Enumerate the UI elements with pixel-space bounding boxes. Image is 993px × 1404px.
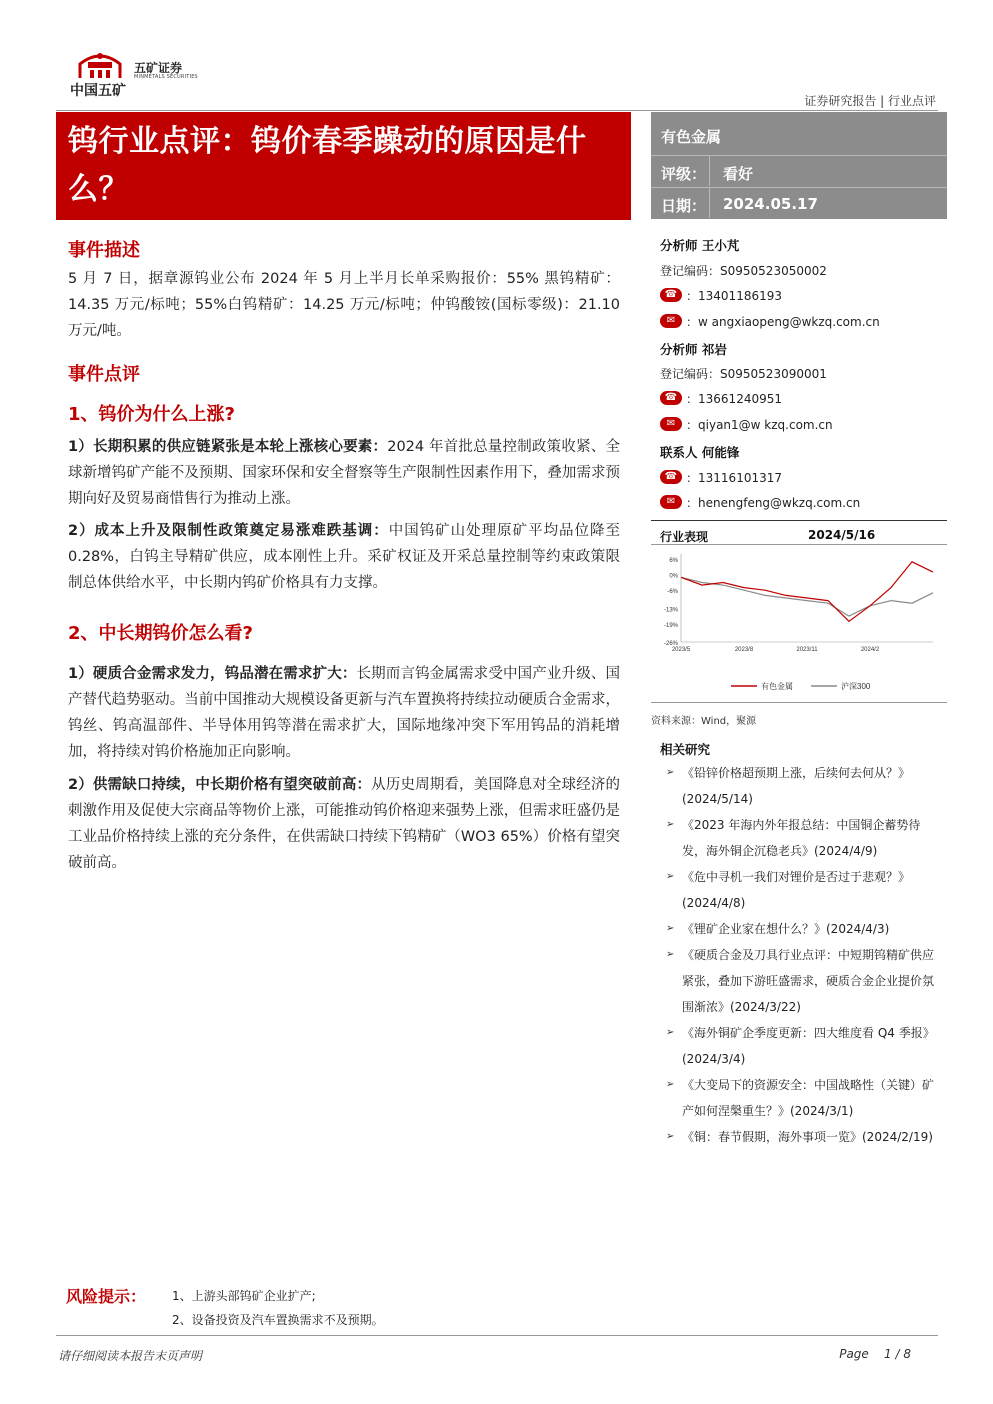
event-section-title: 事件描述 bbox=[68, 240, 140, 261]
related-item[interactable]: ➢ 《危中寻机一我们对锂价是否过于悲观？》(2024/4/8) bbox=[666, 864, 944, 916]
related-item[interactable]: ➢ 《大变局下的资源安全：中国战略性（关键）矿产如何涅槃重生？》(2024/3/1) bbox=[666, 1072, 944, 1124]
chevron-right-icon: ➢ bbox=[666, 819, 675, 830]
legend-label: 有色金属 bbox=[761, 682, 793, 691]
contact-name: 联系人 何能锋 bbox=[660, 445, 740, 460]
analyst-2-name: 分析师 祁岩 bbox=[660, 342, 727, 357]
event-text: 5 月 7 日，据章源钨业公布 2024 年 5 月上半月长单采购报价：55% 黑钨精矿：14.35 万元/标吨；55%白钨精矿：14.25 万元/标吨；仲钨酸铵(国标零级)：21.10 万元/吨。 bbox=[68, 271, 620, 339]
date-value: 2024.05.17 bbox=[723, 195, 818, 213]
risk-title: 风险提示： bbox=[66, 1287, 147, 1306]
paragraph-1-text: 2024 年首批总量控制政策收紧、全球新增钨矿产能不及预期、国家环保和安全督察等生产限制性因素作用下，叠加需求预期向好及贸易商惜售行为推动上涨。 bbox=[68, 439, 620, 507]
page-number: Page 1 / 8 bbox=[839, 1347, 911, 1361]
email-icon: ✉ bbox=[660, 314, 682, 328]
email-icon: ✉ bbox=[660, 495, 682, 509]
related-item[interactable]: ➢ 《2023 年海内外年报总结：中国铜企蓄势待发，海外铜企沉稳老兵》(2024/4/9) bbox=[666, 812, 944, 864]
paragraph-3-lead: 1）硬质合金需求发力，钨品潜在需求扩大： bbox=[68, 666, 357, 682]
related-item[interactable]: ➢ 《铅锌价格超预期上涨，后续何去何从？》(2024/5/14) bbox=[666, 760, 944, 812]
paragraph-2-text: 中国钨矿山处理原矿平均品位降至 0.28%，白钨主导精矿供应，成本刚性上升。采矿权证及开采总量控制等约束政策限制总体供给水平，中长期内钨矿价格具有力支撑。 bbox=[68, 523, 620, 591]
y-tick-label: -6% bbox=[667, 589, 678, 596]
logo-brand: 五矿证券 bbox=[134, 61, 183, 75]
analyst-1-name: 分析师 王小芃 bbox=[660, 238, 740, 253]
chevron-right-icon: ➢ bbox=[666, 767, 675, 778]
paragraph-1-lead: 1）长期积累的供应链紧张是本轮上涨核心要素： bbox=[68, 439, 388, 455]
legend-label: 沪深300 bbox=[841, 682, 871, 691]
chevron-right-icon: ➢ bbox=[666, 871, 675, 882]
contact-email[interactable]: ：henengfeng@wkzq.com.cn bbox=[686, 496, 861, 510]
x-tick-label: 2023/11 bbox=[796, 647, 818, 653]
chart-title: 行业表现 bbox=[660, 530, 709, 544]
paragraph-4 bbox=[68, 772, 620, 876]
footer-divider bbox=[56, 1335, 938, 1336]
question1-title: 1、钨价为什么上涨? bbox=[68, 404, 235, 425]
analyst-1-reg: 登记编码：S0950523050002 bbox=[660, 264, 827, 278]
related-research-title: 相关研究 bbox=[660, 742, 711, 757]
contact-phone: ：13116101317 bbox=[686, 471, 782, 485]
related-item[interactable]: ➢ 《铜：春节假期，海外事项一览》(2024/2/19) bbox=[666, 1124, 944, 1150]
chart-source: 资料来源：Wind，聚源 bbox=[651, 716, 757, 727]
chart-date: 2024/5/16 bbox=[808, 528, 876, 542]
info-box bbox=[651, 112, 947, 219]
y-tick-label: 6% bbox=[669, 558, 678, 565]
risk-item-2: 2、设备投资及汽车置换需求不及预期。 bbox=[172, 1313, 384, 1327]
paragraph-2-lead: 2）成本上升及限制性政策奠定易涨难跌基调： bbox=[68, 523, 389, 539]
y-tick-label: -26% bbox=[663, 641, 678, 647]
analyst-2-email[interactable]: ：qiyan1@w kzq.com.cn bbox=[686, 418, 833, 432]
company-logo bbox=[70, 44, 130, 80]
y-tick-label: 0% bbox=[669, 573, 678, 580]
chevron-right-icon: ➢ bbox=[666, 1131, 675, 1142]
footer-disclaimer: 请仔细阅读本报告末页声明 bbox=[58, 1349, 203, 1363]
x-tick-label: 2023/5 bbox=[671, 647, 691, 653]
series-line bbox=[681, 562, 933, 622]
paragraph-2 bbox=[68, 518, 620, 596]
rating-value: 看好 bbox=[723, 165, 754, 183]
related-research-list bbox=[666, 760, 944, 1150]
phone-icon: ☎ bbox=[660, 391, 682, 405]
risk-item-1: 1、上游头部钨矿企业扩产; bbox=[172, 1289, 316, 1303]
rating-label: 评级： bbox=[661, 165, 707, 183]
chart-bottom-rule bbox=[651, 702, 947, 703]
analyst-2-reg: 登记编码：S0950523090001 bbox=[660, 367, 827, 381]
analyst-2-phone: ：13661240951 bbox=[686, 392, 782, 406]
chart-top-rule bbox=[651, 520, 947, 521]
related-item[interactable]: ➢ 《锂矿企业家在想什么？》(2024/4/3) bbox=[666, 916, 944, 942]
related-item[interactable]: ➢ 《硬质合金及刀具行业点评：中短期钨精矿供应紧张，叠加下游旺盛需求，硬质合金企业提价氛围渐浓》(2024/3/22) bbox=[666, 942, 944, 1020]
email-icon: ✉ bbox=[660, 417, 682, 431]
chevron-right-icon: ➢ bbox=[666, 1079, 675, 1090]
paragraph-3-text: 长期而言钨金属需求受中国产业升级、国产替代趋势驱动。当前中国推动大规模设备更新与汽车置换将持续拉动硬质合金需求，钨丝、钨高温部件、半导体用钨等潜在需求扩大，国际地缘冲突下军用钨品的消耗增加，将持续对钨价格施加正向影响。 bbox=[68, 666, 620, 760]
chart-header-rule bbox=[651, 544, 947, 545]
page-title: 钨行业点评：钨价春季躁动的原因是什么？ bbox=[68, 124, 587, 207]
comment-section-title: 事件点评 bbox=[68, 364, 140, 385]
sector-label: 有色金属 bbox=[661, 128, 722, 146]
paragraph-1 bbox=[68, 434, 620, 512]
y-tick-label: -19% bbox=[663, 622, 678, 629]
y-tick-label: -13% bbox=[663, 607, 678, 614]
chevron-right-icon: ➢ bbox=[666, 949, 675, 960]
phone-icon: ☎ bbox=[660, 470, 682, 484]
chevron-right-icon: ➢ bbox=[666, 923, 675, 934]
x-tick-label: 2024/2 bbox=[860, 647, 880, 653]
paragraph-3 bbox=[68, 661, 620, 765]
question2-title: 2、中长期钨价怎么看? bbox=[68, 623, 253, 644]
logo-text-en: MINMETALS SECURITIES bbox=[134, 74, 198, 80]
breadcrumb: 证券研究报告 | 行业点评 bbox=[804, 94, 936, 108]
paragraph-4-lead: 2）供需缺口持续，中长期价格有望突破前高： bbox=[68, 777, 372, 793]
analyst-1-email[interactable]: ：w angxiaopeng@wkzq.com.cn bbox=[686, 315, 880, 329]
paragraph-4-text: 从历史周期看，美国降息对全球经济的刺激作用及促使大宗商品等物价上涨，可能推动钨价格迎来强势上涨，但需求旺盛仍是工业品价格持续上涨的充分条件，在供需缺口持续下钨精矿（WO3 65%）价格有望突破前高。 bbox=[68, 777, 620, 871]
phone-icon: ☎ bbox=[660, 288, 682, 302]
date-label: 日期： bbox=[661, 197, 707, 215]
x-tick-label: 2023/8 bbox=[734, 647, 754, 653]
industry-performance-chart bbox=[651, 546, 947, 698]
header-divider bbox=[56, 110, 938, 111]
analyst-1-phone: ：13401186193 bbox=[686, 289, 782, 303]
chevron-right-icon: ➢ bbox=[666, 1027, 675, 1038]
logo-text-cn: 中国五矿 bbox=[70, 83, 126, 99]
related-item[interactable]: ➢ 《海外铜矿企季度更新：四大维度看 Q4 季报》(2024/3/4) bbox=[666, 1020, 944, 1072]
